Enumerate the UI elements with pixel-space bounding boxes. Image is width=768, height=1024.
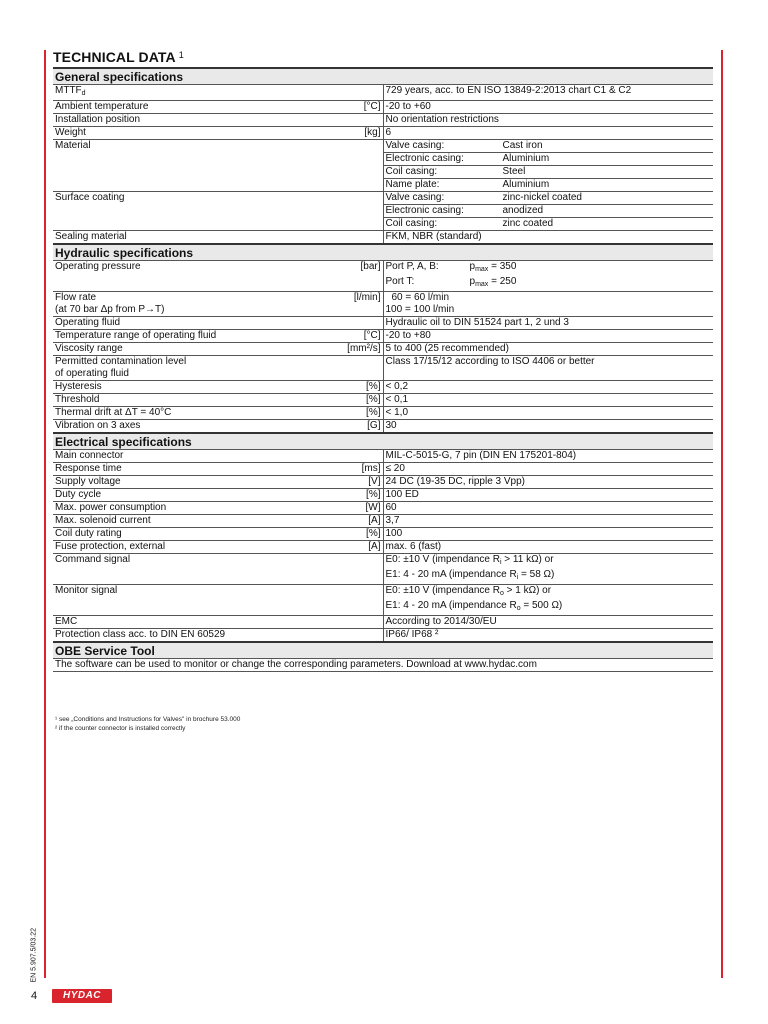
section-heading: Hydraulic specifications (53, 244, 713, 261)
section-obe-header (53, 642, 713, 659)
param-unit: [°C] (363, 101, 381, 112)
param-unit: [%] (366, 407, 381, 418)
list-item: Name plate: Aluminium (384, 178, 714, 191)
table-row (53, 192, 713, 231)
table-row (53, 463, 713, 476)
param-value (383, 192, 713, 231)
param-value: E0: ±10 V (impendance $R_i > 11$ kΩ) or E1: 4 - 20 mA (impendance $R_i = 58$ Ω) (383, 554, 713, 585)
section-heading: OBE Service Tool (53, 642, 713, 659)
table-row (53, 616, 713, 629)
param-unit: [A] (368, 541, 381, 552)
param-value: 60 (383, 502, 713, 515)
param-value: Port P, A, B: $p_{max} = 350$ Port T: $p_{max} = 250$ (383, 261, 713, 292)
table-row (53, 356, 713, 381)
param-label: Fuse protection, external (55, 541, 166, 552)
param-value: No orientation restrictions (383, 114, 713, 127)
param-value: < 0,2 (383, 381, 713, 394)
param-value: -20 to +60 (383, 101, 713, 114)
param-label: Max. power consumption (55, 502, 167, 513)
param-label: Flow rate (55, 292, 97, 303)
param-label: Sealing material (53, 231, 383, 245)
param-label: Operating fluid (53, 317, 383, 330)
page-title: TECHNICAL DATA $^1$ (53, 49, 184, 65)
table-row (53, 502, 713, 515)
param-value: max. 6 (fast) (383, 541, 713, 554)
param-unit: [l/min] (353, 292, 381, 303)
param-unit: [V] (368, 476, 381, 487)
param-value: 100 ED (383, 489, 713, 502)
param-value: 5 to 400 (25 recommended) (383, 343, 713, 356)
param-label: Response time (55, 463, 122, 474)
list-item: Electronic casing: Aluminium (384, 152, 714, 165)
param-label: Material (53, 140, 383, 192)
section-general-header (53, 68, 713, 85)
page-number: 4 (31, 990, 38, 1002)
list-item: Coil casing: Steel (384, 165, 714, 178)
table-row (53, 127, 713, 140)
param-unit: [mm²/s] (347, 343, 381, 354)
param-label: Protection class acc. to DIN EN 60529 (53, 629, 383, 643)
param-unit: [%] (366, 528, 381, 539)
table-row (53, 231, 713, 245)
param-value: E0: ±10 V (impendance $R_o > 1$ kΩ) or E1: 4 - 20 mA (impendance $R_o = 500$ Ω) (383, 585, 713, 616)
table-row (53, 114, 713, 127)
param-value: MIL-C-5015-G, 7 pin (DIN EN 175201-804) (383, 450, 713, 463)
table-row (53, 381, 713, 394)
param-label: Weight (55, 127, 86, 138)
param-value: 100 (383, 528, 713, 541)
param-label: Monitor signal (53, 585, 383, 616)
param-label: $MTTF_d$ (53, 85, 383, 101)
param-label: Installation position (53, 114, 383, 127)
table-row (53, 541, 713, 554)
section-electrical-header (53, 433, 713, 450)
table-row (53, 85, 713, 101)
param-unit: [%] (366, 381, 381, 392)
table-row (53, 330, 713, 343)
table-row (53, 585, 713, 616)
footnote-2: ² if the counter connector is installed correctly (55, 725, 186, 732)
list-item: Valve casing: Cast iron (385, 140, 543, 151)
param-value: -20 to +80 (383, 330, 713, 343)
param-unit: [kg] (364, 127, 381, 138)
param-value: 3,7 (383, 515, 713, 528)
param-value: < 0,1 (383, 394, 713, 407)
param-label-line2: (at 70 bar Δp from P→T) (55, 304, 165, 315)
table-row (53, 317, 713, 330)
section-hydraulic-header (53, 244, 713, 261)
table-row (53, 515, 713, 528)
param-label: Command signal (53, 554, 383, 585)
param-value: FKM, NBR (standard) (383, 231, 713, 245)
param-value (383, 140, 713, 192)
param-label: Viscosity range (55, 343, 123, 354)
param-value: 6 (383, 127, 713, 140)
table-row (53, 261, 713, 292)
right-margin-rule (721, 50, 723, 978)
param-label: Thermal drift at ΔT = 40°C (55, 407, 172, 418)
param-value: IP66/ IP68 ² (383, 629, 713, 643)
param-value: Class 17/15/12 according to ISO 4406 or better (383, 356, 713, 381)
param-label: Surface coating (53, 192, 383, 231)
table-row (53, 450, 713, 463)
table-row (53, 528, 713, 541)
table-row (53, 554, 713, 585)
param-label: Hysteresis (55, 381, 102, 392)
table-row (53, 659, 713, 672)
hydac-logo: HYDAC (52, 989, 112, 1003)
footnotes (55, 715, 240, 733)
list-item: Electronic casing: anodized (384, 204, 714, 217)
table-row (53, 140, 713, 192)
param-label: Temperature range of operating fluid (55, 330, 217, 341)
param-unit: [%] (366, 489, 381, 500)
table-row (53, 420, 713, 434)
footnote-1: ¹ see „Conditions and Instructions for Valves" in brochure 53.000 (55, 716, 241, 723)
table-row (53, 489, 713, 502)
left-margin-rule (44, 50, 46, 978)
param-label: Operating pressure (55, 261, 141, 272)
param-label-line2: of operating fluid (55, 368, 129, 379)
table-row (53, 476, 713, 489)
param-label: Max. solenoid current (55, 515, 151, 526)
param-value: 729 years, acc. to EN ISO 13849-2:2013 chart C1 & C2 (383, 85, 713, 101)
param-unit: [ms] (361, 463, 381, 474)
param-label: Coil duty rating (55, 528, 122, 539)
section-heading: General specifications (53, 68, 713, 85)
param-value: 30 (383, 420, 713, 434)
param-value: ≤ 20 (383, 463, 713, 476)
param-label: Main connector (53, 450, 383, 463)
table-row (53, 101, 713, 114)
param-value: < 1,0 (383, 407, 713, 420)
param-value: According to 2014/30/EU (383, 616, 713, 629)
obe-description: The software can be used to monitor or change the corresponding parameters. Download at www.hydac.com (53, 659, 713, 672)
param-label: Threshold (55, 394, 100, 405)
param-label: Duty cycle (55, 489, 102, 500)
param-label: Vibration on 3 axes (55, 420, 141, 431)
param-label: Permitted contamination level (55, 356, 187, 367)
param-value: Hydraulic oil to DIN 51524 part 1, 2 und 3 (383, 317, 713, 330)
table-row (53, 394, 713, 407)
param-label: Supply voltage (55, 476, 121, 487)
section-heading: Electrical specifications (53, 433, 713, 450)
param-unit: [bar] (360, 261, 381, 272)
param-value: 24 DC (19-35 DC, ripple 3 Vpp) (383, 476, 713, 489)
param-unit: [G] (367, 420, 381, 431)
table-row (53, 292, 713, 317)
document-id: EN 5.907.5/03.22 (30, 928, 38, 983)
param-value: 60 = 60 l/min 100 = 100 l/min (383, 292, 713, 317)
param-unit: [%] (366, 394, 381, 405)
param-unit: [A] (368, 515, 381, 526)
param-label: Ambient temperature (55, 101, 149, 112)
technical-data-table (53, 67, 713, 672)
table-row (53, 407, 713, 420)
param-label: EMC (53, 616, 383, 629)
list-item: Valve casing: zinc-nickel coated (385, 192, 582, 203)
table-row (53, 629, 713, 643)
table-row (53, 343, 713, 356)
param-unit: [W] (365, 502, 381, 513)
list-item: Coil casing: zinc coated (384, 217, 714, 230)
param-unit: [°C] (363, 330, 381, 341)
